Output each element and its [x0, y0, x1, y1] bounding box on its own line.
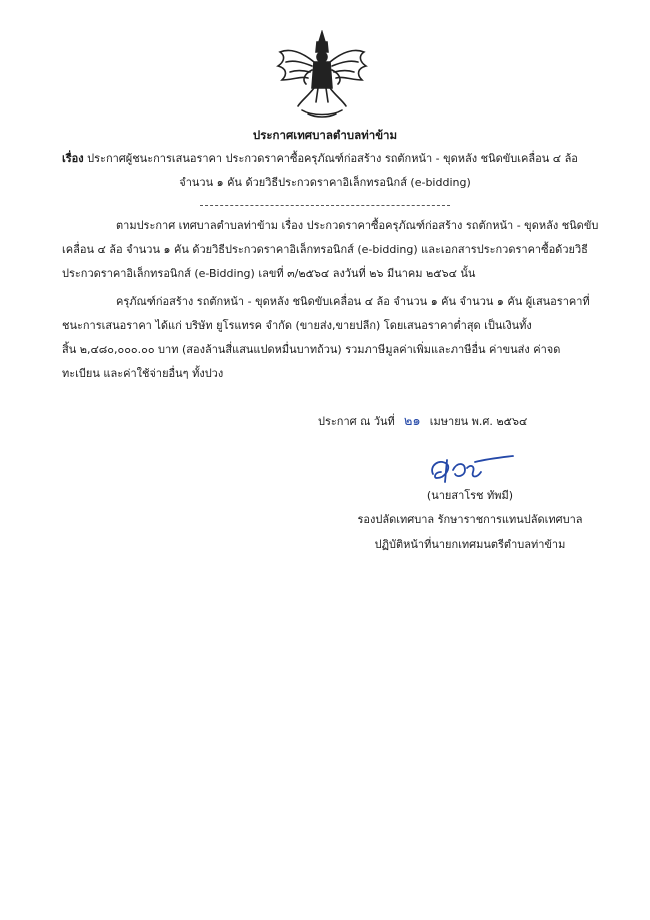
subject-line-1: [62, 152, 578, 166]
signatory-position-1: รองปลัดเทศบาล รักษาราชการแทนปลัดเทศบาล: [357, 513, 583, 526]
signatory-position-2: ปฏิบัติหน้าที่นายกเทศมนตรีตำบลท่าข้าม: [374, 538, 566, 551]
paragraph-1-line-3: ประกวดราคาอิเล็กทรอนิกส์ (e-Bidding) เลขที่ ๓/๒๕๖๔ ลงวันที่ ๒๖ มีนาคม ๒๕๖๔ นั้น: [62, 267, 476, 280]
paragraph-1-line-2: เคลื่อน ๔ ล้อ จำนวน ๑ คัน ด้วยวิธีประกวดราคาอิเล็กทรอนิกส์ (e-bidding) และเอกสารประกวดราคาซื้อด้วยวิธี: [62, 243, 588, 256]
garuda-emblem-icon: [272, 30, 372, 120]
divider-line: [200, 205, 450, 206]
date-prefix: ประกาศ ณ วันที่: [318, 415, 395, 428]
paragraph-1-line-1: ตามประกาศ เทศบาลตำบลท่าข้าม เรื่อง ประกวดราคาซื้อครุภัณฑ์ก่อสร้าง รถตักหน้า - ขุดหลัง ชนิดขับ: [116, 219, 599, 232]
signatory-name: (นายสาโรช ทัพมี): [426, 489, 514, 502]
date-day-handwritten: ๒๑: [403, 414, 421, 429]
subject-text-1: ประกาศผู้ชนะการเสนอราคา ประกวดราคาซื้อครุภัณฑ์ก่อสร้าง รถตักหน้า - ขุดหลัง ชนิดขับเคลื่อน ๔ ล้อ: [87, 152, 578, 165]
subject-label: เรื่อง: [62, 152, 84, 165]
handwritten-signature: [425, 452, 520, 487]
subject-line-2: จำนวน ๑ คัน ด้วยวิธีประกวดราคาอิเล็กทรอนิกส์ (e-bidding): [179, 176, 471, 189]
announcement-title: ประกาศเทศบาลตำบลท่าข้าม: [252, 128, 398, 142]
paragraph-2-line-1: ครุภัณฑ์ก่อสร้าง รถตักหน้า - ขุดหลัง ชนิดขับเคลื่อน ๔ ล้อ จำนวน ๑ คัน จำนวน ๑ คัน ผู้เสนอราคาที่: [116, 295, 590, 308]
date-month-year: เมษายน พ.ศ. ๒๕๖๔: [429, 415, 528, 428]
announcement-date: [318, 415, 527, 429]
paragraph-2-line-3: สิ้น ๒,๔๘๐,๐๐๐.๐๐ บาท (สองล้านสี่แสนแปดหมื่นบาทถ้วน) รวมภาษีมูลค่าเพิ่มและภาษีอื่น ค่าขนส่ง ค่าจด: [62, 343, 561, 356]
paragraph-2-line-2: ชนะการเสนอราคา ได้แก่ บริษัท ยูโรแทรค จำกัด (ขายส่ง,ขายปลีก) โดยเสนอราคาต่ำสุด เป็นเงินทั้ง: [62, 319, 532, 332]
paragraph-2-line-4: ทะเบียน และค่าใช้จ่ายอื่นๆ ทั้งปวง: [62, 367, 224, 380]
